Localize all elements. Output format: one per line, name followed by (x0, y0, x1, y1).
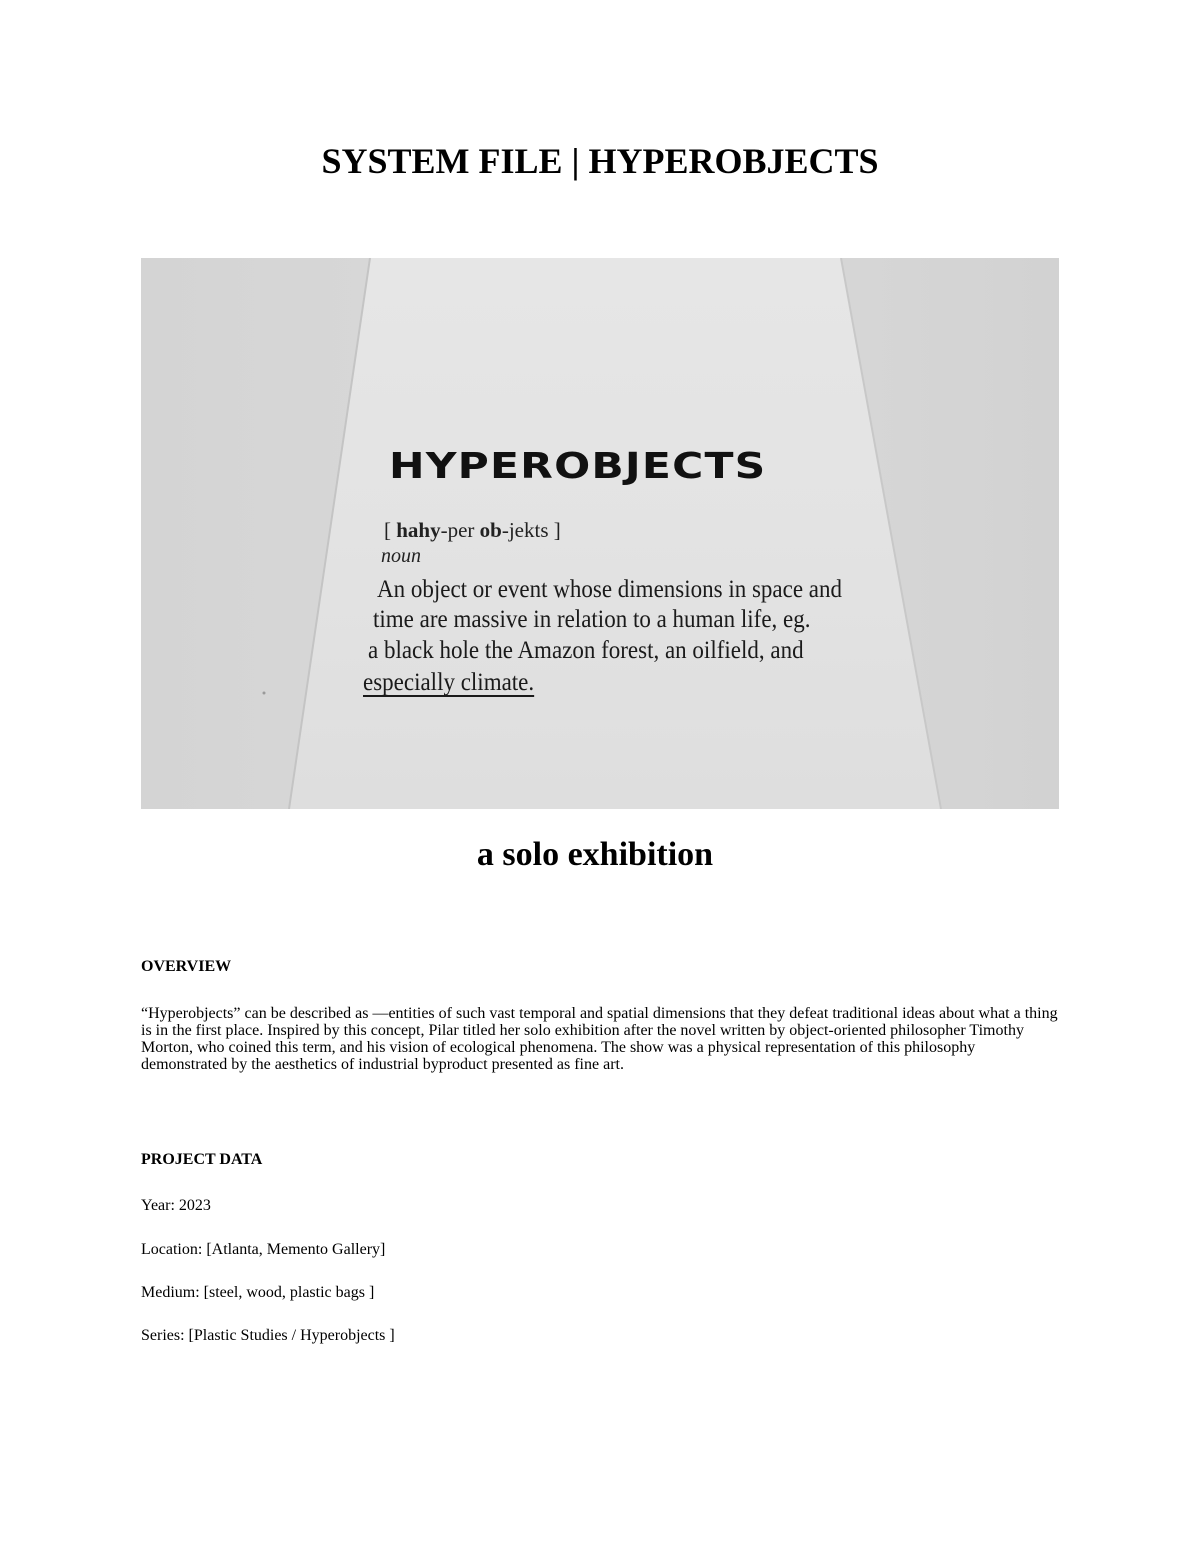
project-data-heading: PROJECT DATA (141, 1151, 263, 1168)
sign-definition-line: An object or event whose dimensions in space and (377, 576, 843, 603)
project-location: Location: [Atlanta, Memento Gallery] (141, 1241, 386, 1258)
sign-part-of-speech: noun (381, 545, 421, 567)
sign-definition-line: a black hole the Amazon forest, an oilfield, and (368, 637, 804, 664)
overview-text: “Hyperobjects” can be described as —entities of such vast temporal and spatial dimensions that they defeat traditional ideas about what a thing is in the first place. Inspired by this concept, Pilar titled her solo exhibition after the novel written by object-oriented philosopher Timothy Morton, who coined this term, and his vision of ecological phenomena. The show was a physical representation of this philosophy demonstrated by the aesthetics of industrial byproduct presented as fine art. (141, 1005, 1058, 1073)
subtitle: a solo exhibition (476, 836, 714, 873)
page-title: SYSTEM FILE | HYPEROBJECTS (321, 141, 879, 181)
sign-definition-line: time are massive in relation to a human life, eg. (373, 606, 811, 633)
sign-text (141, 258, 1059, 809)
pron-middle: -per (440, 518, 480, 542)
exhibition-photo (141, 258, 1059, 809)
project-medium: Medium: [steel, wood, plastic bags ] (141, 1284, 375, 1301)
project-series: Series: [Plastic Studies / Hyperobjects ] (141, 1327, 395, 1344)
overview-heading: OVERVIEW (141, 958, 232, 975)
sign-definition-line: especially climate. (363, 669, 535, 696)
pron-syllable-1: hahy (396, 518, 441, 542)
pron-open: [ (384, 518, 397, 542)
project-year: Year: 2023 (141, 1197, 211, 1214)
sign-word: HYPEROBJECTS (389, 446, 767, 487)
pron-syllable-2: ob (479, 518, 502, 542)
sign-pronunciation (384, 518, 561, 543)
pron-close: -jekts ] (501, 518, 561, 542)
